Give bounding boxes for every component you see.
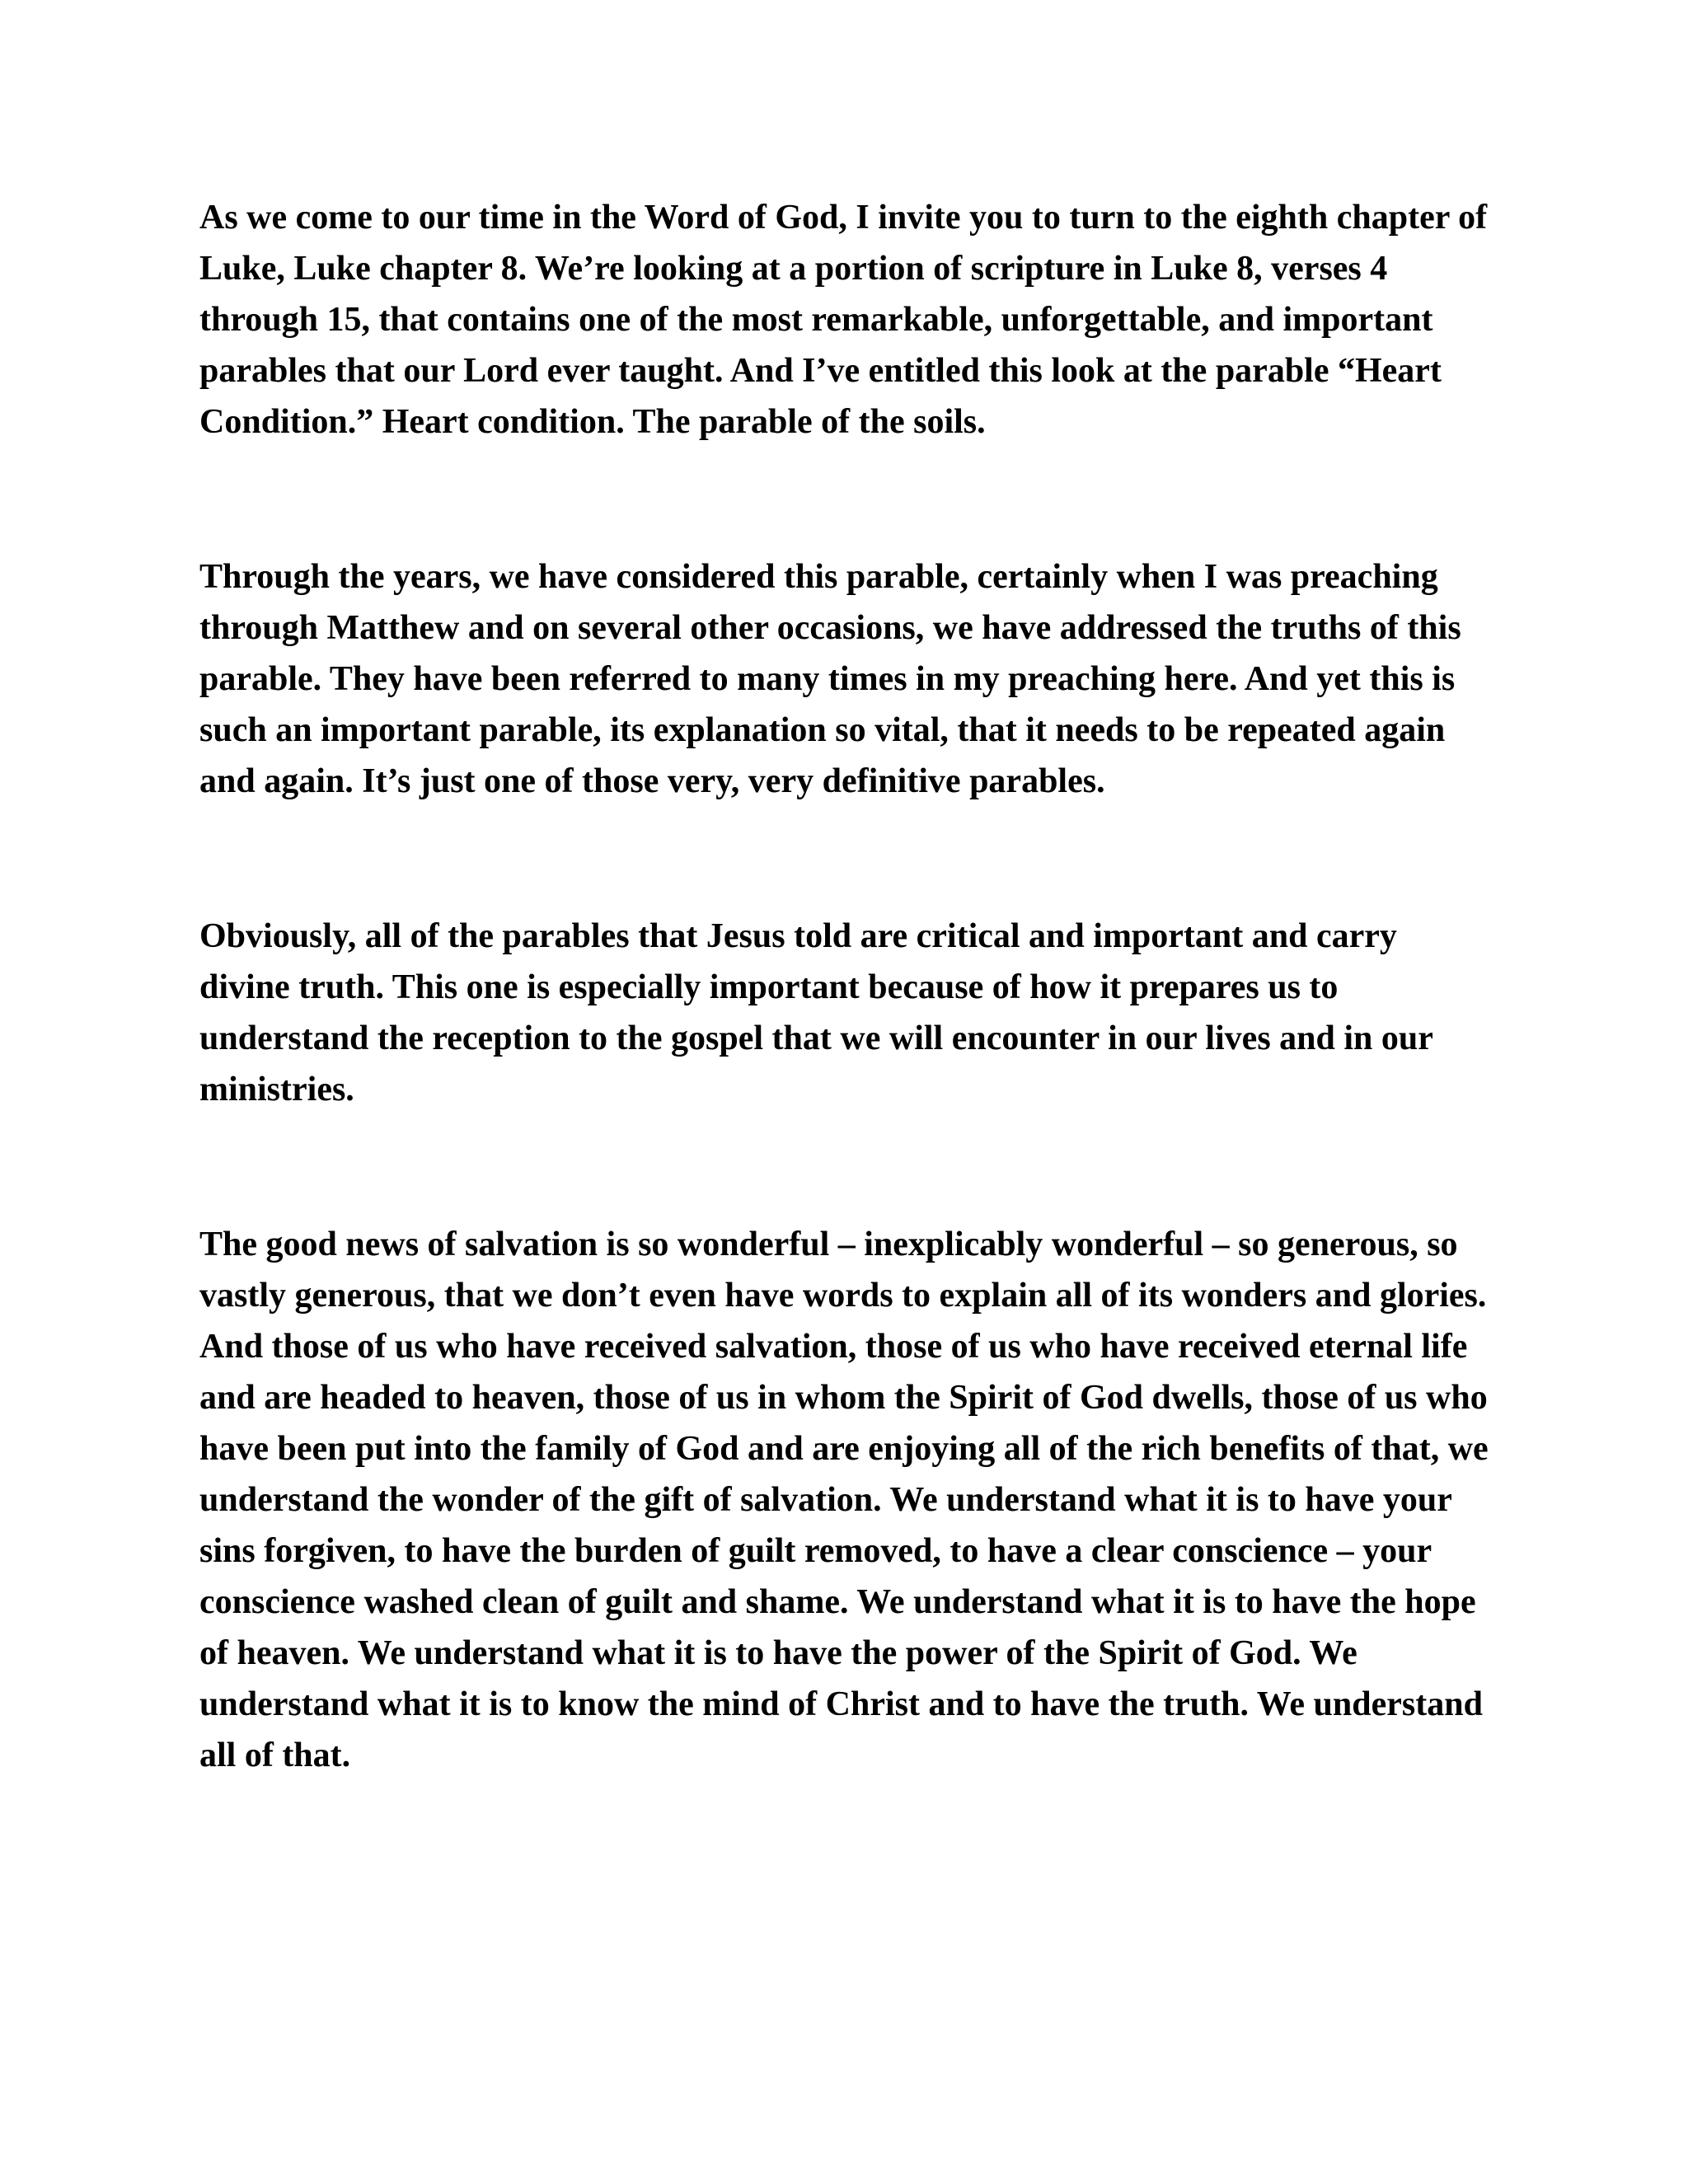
paragraph-2: Through the years, we have considered this parable, certainly when I was preaching through Matthew and on several other occasions, we have addressed the truths of this parable. They have been referred to many times in my preaching here. And yet this is such an important parable, its explanation so vital, that it needs to be repeated again and again. It’s just one of those very, very definitive parables. xyxy=(199,558,1461,800)
paragraph-3: Obviously, all of the parables that Jesus told are critical and important and carry divine truth. This one is especially important because of how it prepares us to understand the reception to the gospel that we will encounter in our lives and in our ministries. xyxy=(199,917,1433,1108)
paragraph-4: The good news of salvation is so wonderful – inexplicably wonderful – so generous, so vastly generous, that we don’t even have words to explain all of its wonders and glories. And those of us who have received salvation, those of us who have received eternal life and are headed to heaven, those of us in whom the Spirit of God dwells, those of us who have been put into the family of God and are enjoying all of the rich benefits of that, we understand the wonder of the gift of salvation. We understand what it is to have your sins forgiven, to have the burden of guilt removed, to have a clear conscience – your conscience washed clean of guilt and shame. We understand what it is to have the hope of heaven. We understand what it is to have the power of the Spirit of God. We understand what it is to know the mind of Christ and to have the truth. We understand all of that. xyxy=(199,1226,1489,1774)
document-body xyxy=(199,192,1493,1781)
paragraph-1: As we come to our time in the Word of God, I invite you to turn to the eighth chapter of Luke, Luke chapter 8. We’re looking at a portion of scripture in Luke 8, verses 4 through 15, that contains one of the most remarkable, unforgettable, and important parables that our Lord ever taught. And I’ve entitled this look at the parable “Heart Condition.” Heart condition. The parable of the soils. xyxy=(199,199,1488,441)
